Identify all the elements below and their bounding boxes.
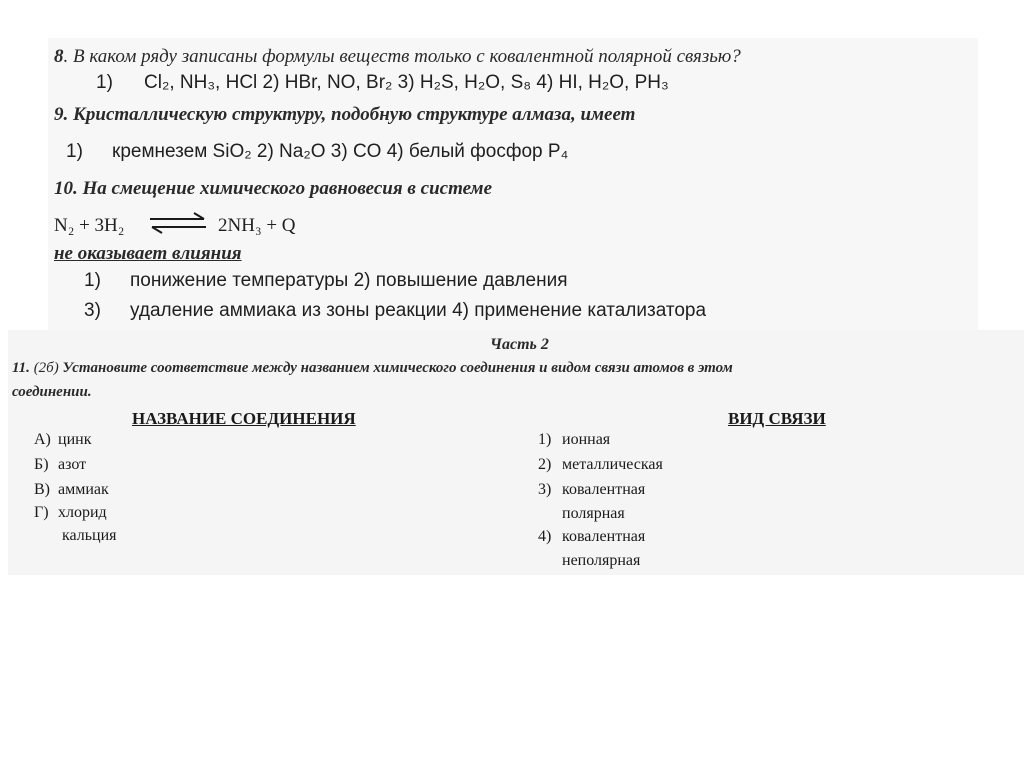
q10-reaction-left: N₂ + 3H₂	[54, 215, 125, 236]
compound-item	[34, 504, 107, 522]
q8-prompt: . В каком ряду записаны формулы веществ только с ковалентной полярной связью?	[63, 46, 741, 67]
compound-name-header: НАЗВАНИЕ СОЕДИНЕНИЯ	[132, 409, 356, 428]
q10-option1: понижение температуры 2) повышение давления	[130, 270, 568, 291]
compound-item-label: Г)	[34, 504, 49, 521]
bond-item-continuation: неполярная	[562, 552, 641, 569]
bond-item-continuation: полярная	[562, 505, 625, 522]
compound-item-continuation: кальция	[62, 527, 117, 544]
q11-score: (2б)	[33, 360, 59, 376]
q10-option3-label: 3)	[84, 300, 101, 321]
compound-item-label: Б)	[34, 456, 49, 473]
bond-item	[538, 456, 663, 474]
q11-number: 11.	[12, 360, 30, 376]
q11-prompt-line1: Установите соответствие между названием химического соединения и видом связи атомов в этом	[62, 360, 733, 376]
compound-item-text: хлорид	[58, 504, 107, 521]
bond-item	[538, 528, 645, 546]
bond-item-label: 3)	[538, 481, 552, 498]
q9-answer-label: 1)	[66, 141, 83, 162]
q10-heading-tail: не оказывает влияния	[54, 243, 242, 264]
bond-item-label: 1)	[538, 431, 552, 448]
q8-answer-label: 1)	[96, 72, 113, 93]
q11-heading	[12, 360, 733, 377]
equilibrium-arrows-icon	[146, 212, 210, 234]
q9-answers: кремнезем SiO₂ 2) Na₂O 3) CO 4) белый фосфор P₄	[112, 141, 569, 162]
q10-option3: удаление аммиака из зоны реакции 4) применение катализатора	[130, 300, 707, 321]
bond-item	[538, 481, 645, 499]
compound-item-label: А)	[34, 431, 51, 448]
bond-item	[538, 431, 610, 449]
part2-title: Часть 2	[490, 336, 549, 353]
q10-option1-label: 1)	[84, 270, 101, 291]
q10-heading: 10. На смещение химического равновесия в системе	[54, 178, 493, 199]
bond-item-label: 2)	[538, 456, 552, 473]
bond-type-header: ВИД СВЯЗИ	[728, 409, 826, 428]
bond-item-text: металлическая	[562, 456, 663, 473]
compound-item	[34, 481, 109, 499]
compound-item-label: В)	[34, 481, 50, 498]
compound-item	[34, 431, 91, 449]
bond-item-text: ковалентная	[562, 528, 646, 545]
q8-answers: Cl₂, NH₃, HCl 2) HBr, NO, Br₂ 3) H₂S, H₂O, S₈ 4) HI, H₂O, PH₃	[144, 72, 669, 93]
bond-item-label: 4)	[538, 528, 552, 545]
q11-prompt-line2: соединении.	[12, 384, 92, 400]
q10-reaction-right: 2NH₃ + Q	[218, 215, 296, 236]
compound-item-text: аммиак	[58, 481, 109, 498]
q9-heading: 9. Кристаллическую структуру, подобную структуре алмаза, имеет	[54, 104, 636, 125]
compound-item	[34, 456, 86, 474]
q8-heading	[54, 46, 741, 68]
bond-item-text: ковалентная	[562, 481, 646, 498]
compound-item-text: азот	[58, 456, 87, 473]
compound-item-text: цинк	[58, 431, 92, 448]
q8-number: 8	[54, 46, 64, 67]
bond-item-text: ионная	[562, 431, 611, 448]
